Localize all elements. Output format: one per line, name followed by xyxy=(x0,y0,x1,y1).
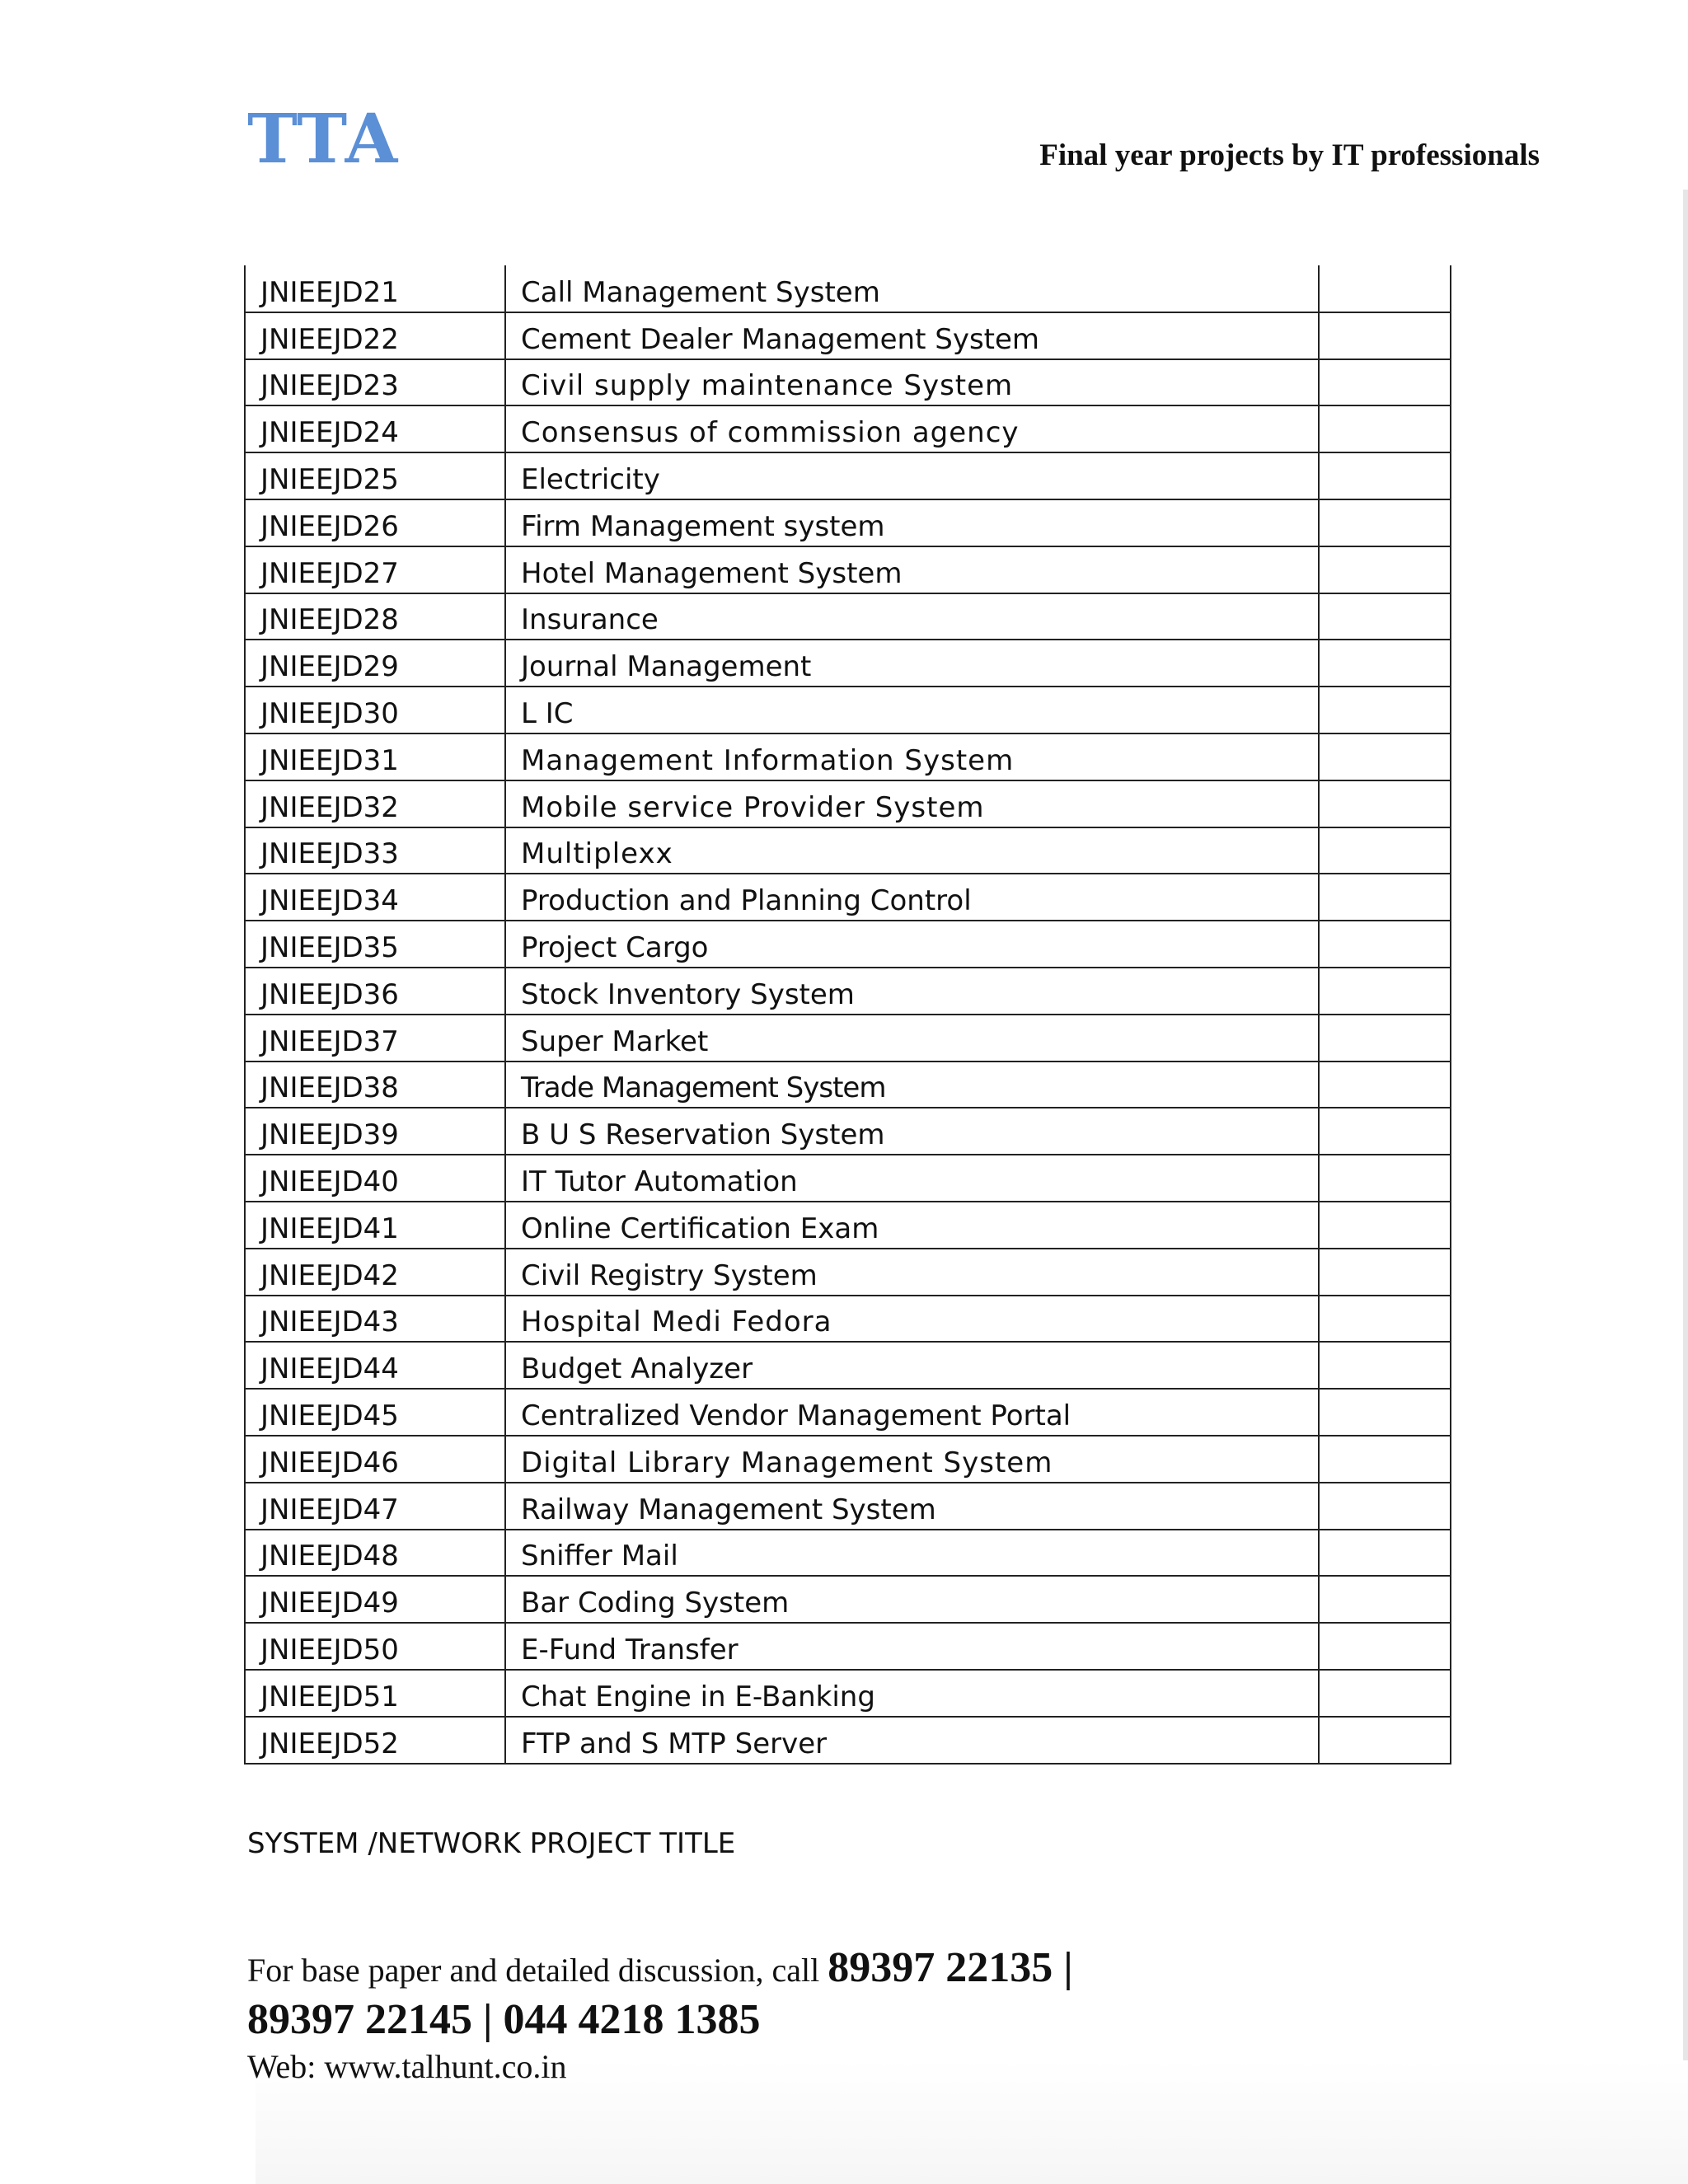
table-row xyxy=(245,1202,1451,1249)
contact-footer xyxy=(247,1943,1073,2088)
project-code-cell: JNIEEJD41 xyxy=(245,1202,505,1249)
empty-cell xyxy=(1319,1249,1451,1296)
table-row xyxy=(245,265,1451,312)
empty-cell xyxy=(1319,733,1451,780)
empty-cell xyxy=(1319,546,1451,593)
project-title-cell: Mobile service Provider System xyxy=(505,780,1319,827)
project-code-cell: JNIEEJD50 xyxy=(245,1623,505,1670)
project-code-cell: JNIEEJD26 xyxy=(245,499,505,546)
website-line: Web: www.talhunt.co.in xyxy=(247,2048,567,2085)
project-title-cell: Civil supply maintenance System xyxy=(505,359,1319,406)
empty-cell xyxy=(1319,312,1451,359)
project-title-cell: FTP and S MTP Server xyxy=(505,1717,1319,1764)
project-code-cell: JNIEEJD39 xyxy=(245,1108,505,1155)
table-row xyxy=(245,874,1451,921)
project-title-cell: Project Cargo xyxy=(505,921,1319,968)
project-title-cell: Online Certification Exam xyxy=(505,1202,1319,1249)
project-code-cell: JNIEEJD32 xyxy=(245,780,505,827)
project-code-cell: JNIEEJD34 xyxy=(245,874,505,921)
empty-cell xyxy=(1319,1155,1451,1202)
project-title-cell: Hospital Medi Fedora xyxy=(505,1296,1319,1343)
table-row xyxy=(245,312,1451,359)
empty-cell xyxy=(1319,1436,1451,1483)
project-title-cell: Insurance xyxy=(505,593,1319,640)
project-table-container xyxy=(244,265,1451,1765)
table-row xyxy=(245,921,1451,968)
table-row xyxy=(245,1483,1451,1530)
project-code-cell: JNIEEJD36 xyxy=(245,968,505,1015)
empty-cell xyxy=(1319,359,1451,406)
empty-cell xyxy=(1319,921,1451,968)
project-title-cell: Management Information System xyxy=(505,733,1319,780)
project-code-cell: JNIEEJD45 xyxy=(245,1389,505,1436)
empty-cell xyxy=(1319,1717,1451,1764)
project-code-cell: JNIEEJD37 xyxy=(245,1015,505,1062)
table-row xyxy=(245,1670,1451,1717)
project-code-cell: JNIEEJD38 xyxy=(245,1062,505,1108)
project-code-cell: JNIEEJD52 xyxy=(245,1717,505,1764)
empty-cell xyxy=(1319,780,1451,827)
table-row xyxy=(245,687,1451,733)
page-edge-shadow xyxy=(1683,190,1688,2184)
project-title-cell: Budget Analyzer xyxy=(505,1342,1319,1389)
empty-cell xyxy=(1319,1623,1451,1670)
project-code-cell: JNIEEJD24 xyxy=(245,405,505,452)
empty-cell xyxy=(1319,452,1451,499)
contact-line-1 xyxy=(247,1943,1073,1995)
empty-cell xyxy=(1319,405,1451,452)
empty-cell xyxy=(1319,1015,1451,1062)
project-code-cell: JNIEEJD46 xyxy=(245,1436,505,1483)
project-title-cell: B U S Reservation System xyxy=(505,1108,1319,1155)
empty-cell xyxy=(1319,968,1451,1015)
project-title-cell: Consensus of commission agency xyxy=(505,405,1319,452)
project-code-cell: JNIEEJD35 xyxy=(245,921,505,968)
table-row xyxy=(245,359,1451,406)
project-code-cell: JNIEEJD42 xyxy=(245,1249,505,1296)
project-code-cell: JNIEEJD47 xyxy=(245,1483,505,1530)
empty-cell xyxy=(1319,499,1451,546)
empty-cell xyxy=(1319,874,1451,921)
project-table xyxy=(244,265,1451,1765)
project-code-cell: JNIEEJD21 xyxy=(245,265,505,312)
table-row xyxy=(245,1436,1451,1483)
project-code-cell: JNIEEJD43 xyxy=(245,1296,505,1343)
header-tagline: Final year projects by IT professionals xyxy=(1039,138,1540,172)
empty-cell xyxy=(1319,1670,1451,1717)
contact-intro: For base paper and detailed discussion, call xyxy=(247,1952,828,1989)
table-row xyxy=(245,1389,1451,1436)
empty-cell xyxy=(1319,687,1451,733)
project-code-cell: JNIEEJD31 xyxy=(245,733,505,780)
table-row xyxy=(245,499,1451,546)
project-code-cell: JNIEEJD23 xyxy=(245,359,505,406)
project-code-cell: JNIEEJD40 xyxy=(245,1155,505,1202)
table-row xyxy=(245,452,1451,499)
table-row xyxy=(245,593,1451,640)
table-row xyxy=(245,1576,1451,1623)
table-row xyxy=(245,405,1451,452)
project-title-cell: IT Tutor Automation xyxy=(505,1155,1319,1202)
empty-cell xyxy=(1319,1576,1451,1623)
empty-cell xyxy=(1319,1062,1451,1108)
table-row xyxy=(245,640,1451,687)
table-row xyxy=(245,780,1451,827)
project-code-cell: JNIEEJD48 xyxy=(245,1530,505,1577)
table-row xyxy=(245,1015,1451,1062)
empty-cell xyxy=(1319,1202,1451,1249)
project-table-body xyxy=(245,265,1451,1764)
table-row xyxy=(245,968,1451,1015)
project-code-cell: JNIEEJD22 xyxy=(245,312,505,359)
tta-logo: TTA xyxy=(247,100,400,179)
table-row xyxy=(245,1623,1451,1670)
empty-cell xyxy=(1319,1389,1451,1436)
table-row xyxy=(245,1296,1451,1343)
empty-cell xyxy=(1319,827,1451,874)
empty-cell xyxy=(1319,1342,1451,1389)
project-title-cell: Journal Management xyxy=(505,640,1319,687)
section-label: SYSTEM /NETWORK PROJECT TITLE xyxy=(247,1827,736,1860)
project-code-cell: JNIEEJD51 xyxy=(245,1670,505,1717)
table-row xyxy=(245,1108,1451,1155)
project-title-cell: Super Market xyxy=(505,1015,1319,1062)
project-title-cell: Multiplexx xyxy=(505,827,1319,874)
table-row xyxy=(245,1717,1451,1764)
table-row xyxy=(245,546,1451,593)
table-row xyxy=(245,1249,1451,1296)
project-title-cell: Cement Dealer Management System xyxy=(505,312,1319,359)
table-row xyxy=(245,1530,1451,1577)
table-row xyxy=(245,1062,1451,1108)
phone-numbers-2: 89397 22145 | 044 4218 1385 xyxy=(247,1996,761,2043)
table-row xyxy=(245,1155,1451,1202)
project-title-cell: E-Fund Transfer xyxy=(505,1623,1319,1670)
project-code-cell: JNIEEJD33 xyxy=(245,827,505,874)
project-title-cell: Hotel Management System xyxy=(505,546,1319,593)
project-title-cell: Sniffer Mail xyxy=(505,1530,1319,1577)
empty-cell xyxy=(1319,265,1451,312)
table-row xyxy=(245,733,1451,780)
project-title-cell: Digital Library Management System xyxy=(505,1436,1319,1483)
project-title-cell: Firm Management system xyxy=(505,499,1319,546)
project-title-cell: Centralized Vendor Management Portal xyxy=(505,1389,1319,1436)
table-row xyxy=(245,827,1451,874)
empty-cell xyxy=(1319,1108,1451,1155)
project-title-cell: Civil Registry System xyxy=(505,1249,1319,1296)
empty-cell xyxy=(1319,1296,1451,1343)
project-title-cell: Production and Planning Control xyxy=(505,874,1319,921)
project-title-cell: L IC xyxy=(505,687,1319,733)
phone-number-1: 89397 22135 | xyxy=(828,1944,1073,1991)
project-title-cell: Chat Engine in E-Banking xyxy=(505,1670,1319,1717)
empty-cell xyxy=(1319,1530,1451,1577)
empty-cell xyxy=(1319,1483,1451,1530)
project-title-cell: Bar Coding System xyxy=(505,1576,1319,1623)
project-code-cell: JNIEEJD30 xyxy=(245,687,505,733)
project-title-cell: Stock Inventory System xyxy=(505,968,1319,1015)
empty-cell xyxy=(1319,640,1451,687)
project-title-cell: Call Management System xyxy=(505,265,1319,312)
project-title-cell: Trade Management System xyxy=(505,1062,1319,1108)
project-code-cell: JNIEEJD44 xyxy=(245,1342,505,1389)
project-code-cell: JNIEEJD27 xyxy=(245,546,505,593)
project-code-cell: JNIEEJD29 xyxy=(245,640,505,687)
project-title-cell: Electricity xyxy=(505,452,1319,499)
table-row xyxy=(245,1342,1451,1389)
project-code-cell: JNIEEJD49 xyxy=(245,1576,505,1623)
project-code-cell: JNIEEJD25 xyxy=(245,452,505,499)
project-title-cell: Railway Management System xyxy=(505,1483,1319,1530)
empty-cell xyxy=(1319,593,1451,640)
project-code-cell: JNIEEJD28 xyxy=(245,593,505,640)
